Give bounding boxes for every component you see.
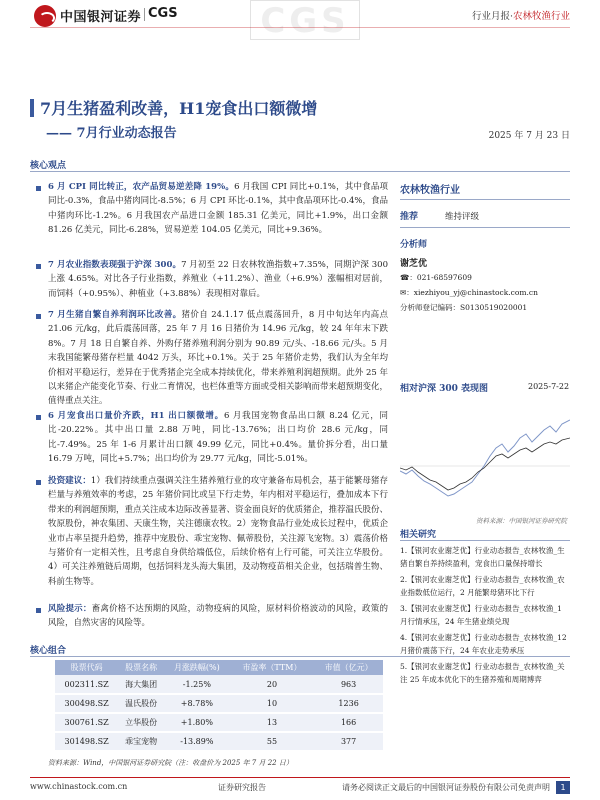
header-watermark: CGS	[250, 0, 360, 40]
analyst-email: ✉：xiezhiyou_yj@chinastock.com.cn	[400, 288, 538, 297]
key-point-petfood: 6 月宠食出口量价齐跌，H1 出口额微增。6 月我国宠物食品出口额 8.24 亿元，同比-20.22%。其中出口量 2.88 万吨，同比-13.76%；出口均价 28.6 元/kg，同比-7.49%。25 年 1-6 月累计出口额 49.99 亿元，同比+0.4%。量价拆分看，出口量 16.79 万吨，同比+5.7%；出口均价为 29.77 元/kg，同比-5.01%。	[48, 411, 388, 465]
footer-disclaimer: 请务必阅读正文最后的中国银河证券股份有限公司免责声明	[342, 783, 550, 792]
cell-name: 海大集团	[118, 675, 164, 694]
key-points-divider	[30, 171, 570, 172]
bullet-icon	[36, 264, 41, 269]
cell-change: +1.80%	[164, 713, 230, 732]
table-header-row	[55, 660, 383, 675]
col-cap: 市值（亿元）	[314, 660, 383, 675]
bullet-icon	[36, 186, 41, 191]
series-sector-line	[400, 420, 570, 496]
key-point-cpi: 6 月 CPI 同比转正，农产品贸易逆差降 19%。6 月我国 CPI 同比+0.1%，其中食品项同比-0.3%，食品中猪肉同比-8.5%；6 月 CPI 环比-0.1%，其中食品项环比-0.4%，食品中猪肉环比-1.2%。6 月我国农产品进口金额 185.31 亿美元，同比+1.9%，出口金额 81.26 亿美元，同比-6.28%，贸易逆差 104.05 亿美元，同比+9.36%。	[48, 182, 389, 236]
bullet-icon	[36, 608, 41, 613]
key-point-risk: 风险提示：畜禽价格不达预期的风险，动物疫病的风险，原材料价格波动的风险，政策的风险，自然灾害的风险等。	[48, 604, 388, 629]
footer-label: 证券研究报告	[218, 783, 266, 792]
header-doc-type	[472, 8, 570, 22]
sidebar-divider	[400, 227, 570, 228]
sidebar-divider	[400, 199, 570, 200]
footer-divider	[30, 777, 570, 778]
footer-url[interactable]: www.chinastock.com.cn	[30, 782, 128, 791]
cell-name: 乖宝宠物	[118, 732, 164, 751]
report-title: 7月生猪盈利改善，H1宠食出口额微增	[40, 99, 318, 118]
analyst-license: 分析师登记编码：S0130519020001	[400, 303, 528, 312]
report-subtitle: —— 7月行业动态报告	[46, 126, 177, 141]
sidebar-divider	[400, 540, 570, 541]
table-source: 资料来源：Wind，中国银河证券研究院（注：收盘价为 2025 年 7 月 22 日）	[48, 759, 293, 767]
table-row	[55, 675, 383, 694]
chart-source: 资料来源：中国银河证券研究院	[476, 517, 567, 525]
related-research-heading: 相关研究	[400, 530, 437, 540]
related-item[interactable]: 2.【银河农业谢芝优】行业动态报告_农林牧渔_农业指数低位运行，2 月能繁母猪环比下行	[400, 575, 565, 597]
header-category: 农林牧渔行业	[512, 11, 570, 22]
cell-code: 301498.SZ	[55, 732, 118, 751]
portfolio-divider	[30, 656, 570, 657]
rating-value: 维持评级	[445, 212, 480, 222]
cell-pe: 10	[230, 694, 315, 713]
bullet-icon	[36, 314, 41, 319]
cell-change: +8.78%	[164, 694, 230, 713]
cell-pe: 55	[230, 732, 315, 751]
key-points-heading: 核心观点	[30, 161, 67, 171]
bullet-icon	[36, 480, 41, 485]
header-divider	[30, 27, 570, 28]
cell-pe: 13	[230, 713, 315, 732]
report-date: 2025 年 7 月 23 日	[488, 131, 570, 141]
cell-cap: 166	[314, 713, 383, 732]
cell-change: -1.25%	[164, 675, 230, 694]
cell-code: 002311.SZ	[55, 675, 118, 694]
analyst-name: 谢芝优	[400, 259, 428, 269]
chart-date: 2025-7-22	[528, 382, 570, 391]
analyst-phone: ☎：021-68597609	[400, 273, 472, 282]
related-item[interactable]: 4.【银河农业谢芝优】行业动态报告_农林牧渔_12 月猪价震荡下行，24 年农业走势承压	[400, 633, 567, 655]
title-accent-bar	[30, 99, 34, 117]
related-item[interactable]: 3.【银河农业谢芝优】行业动态报告_农林牧渔_1 月行情承压，24 年生猪业绩兑现	[400, 604, 562, 626]
col-change: 月涨跌幅(%)	[164, 660, 230, 675]
cell-name: 立华股份	[118, 713, 164, 732]
col-name: 股票名称	[118, 660, 164, 675]
sidebar-sector: 农林牧渔行业	[400, 185, 460, 196]
rating-label: 推荐	[400, 212, 419, 222]
chart-title: 相对沪深 300 表现图	[400, 384, 489, 394]
key-point-index: 7 月农业指数表现强于沪深 300。7 月初至 22 日农林牧渔指数+7.35%，同期沪深 300 上涨 4.65%。对比各子行业指数，养殖业（+11.2%）、渔业（+6.9%）涨幅相对居前，而饲料（+0.95%）、种植业（+3.88%）表现相对靠后。	[48, 260, 388, 299]
col-code: 股票代码	[55, 660, 118, 675]
col-pe: 市盈率（TTM）	[230, 660, 315, 675]
key-point-hog: 7 月生猪自繁自养利润环比改善。猪价自 24.1.17 低点震荡回升，8 月中旬达年内高点 21.06 元/kg，此后震荡回落，25 年 7 月 16 日猪价为 14.96 元/kg，较 24 年年末下跌 8%。7 月 18 日自繁自养、外购仔猪养殖利润分别为 90.89 元/头、-18.66 元/头。5 月末我国能繁母猪存栏量 4042 万头，环比+0.1%。关于 25 年猪价走势，我们认为全年均价相对平稳运行，差异在于优秀猪企完全成本持续优化，带来养殖利润超预期。此外 25 年以来猪企产能变化节奏、行业二育情况，也栏体重等方面或受相关影响而带来超预期变化，值得重点关注。	[48, 310, 389, 407]
table-row	[55, 732, 383, 751]
cell-cap: 1236	[314, 694, 383, 713]
doc-type-label: 行业月报·	[471, 11, 513, 22]
table-row	[55, 694, 383, 713]
brand-logo-icon	[34, 5, 56, 27]
cell-name: 温氏股份	[118, 694, 164, 713]
cell-change: -13.89%	[164, 732, 230, 751]
table-row	[55, 713, 383, 732]
cell-pe: 20	[230, 675, 315, 694]
cell-cap: 377	[314, 732, 383, 751]
logo-divider	[144, 8, 145, 21]
cell-code: 300498.SZ	[55, 694, 118, 713]
brand-name-en: CGS	[148, 6, 178, 21]
relative-performance-chart	[400, 396, 570, 514]
cell-code: 300761.SZ	[55, 713, 118, 732]
related-item[interactable]: 1.【银河农业谢芝优】行业动态报告_农林牧渔_生猪自繁自养持续盈利，宠食出口量保持增长	[400, 546, 565, 568]
bullet-icon	[36, 415, 41, 420]
key-point-recommendation: 投资建议：1）我们持续重点强调关注生猪养殖行业的攻守兼备布局机会，基于能繁母猪存栏量与养殖效率的考虑，25 年猪价同比或呈下行走势，年内相对平稳运行，叠加成本下行带来的利润超预期，重点关注成本边际改善显著、资金面良好的优质猪企，推荐温氏股份、牧原股份，神农集团、天康生物，关注德康农牧。2）宠物食品行业处成长过程中，优质企业市占率呈提升趋势，推荐中宠股份、乖宝宠物、佩蒂股份，关注源飞宠物。3）震荡价格与猪价有一定相关性，且考虑自身供给端低位，后续价格有上行可能，可关注立华股份。4）可关注养殖链后周期，包括饲料龙头海大集团，及动物疫苗相关企业，包括瑞普生物、科前生物等。	[48, 476, 389, 587]
cell-cap: 963	[314, 675, 383, 694]
portfolio-heading: 核心组合	[30, 646, 67, 656]
brand-name: 中国银河证券	[60, 10, 142, 25]
page-number: 1	[556, 781, 570, 794]
page-header	[0, 0, 600, 44]
analyst-heading: 分析师	[400, 240, 428, 250]
related-item[interactable]: 5.【银河农业谢芝优】行业动态报告_农林牧渔_关注 25 年成本优化下的生猪养殖和周期博弈	[400, 662, 565, 684]
portfolio-table	[55, 660, 383, 752]
